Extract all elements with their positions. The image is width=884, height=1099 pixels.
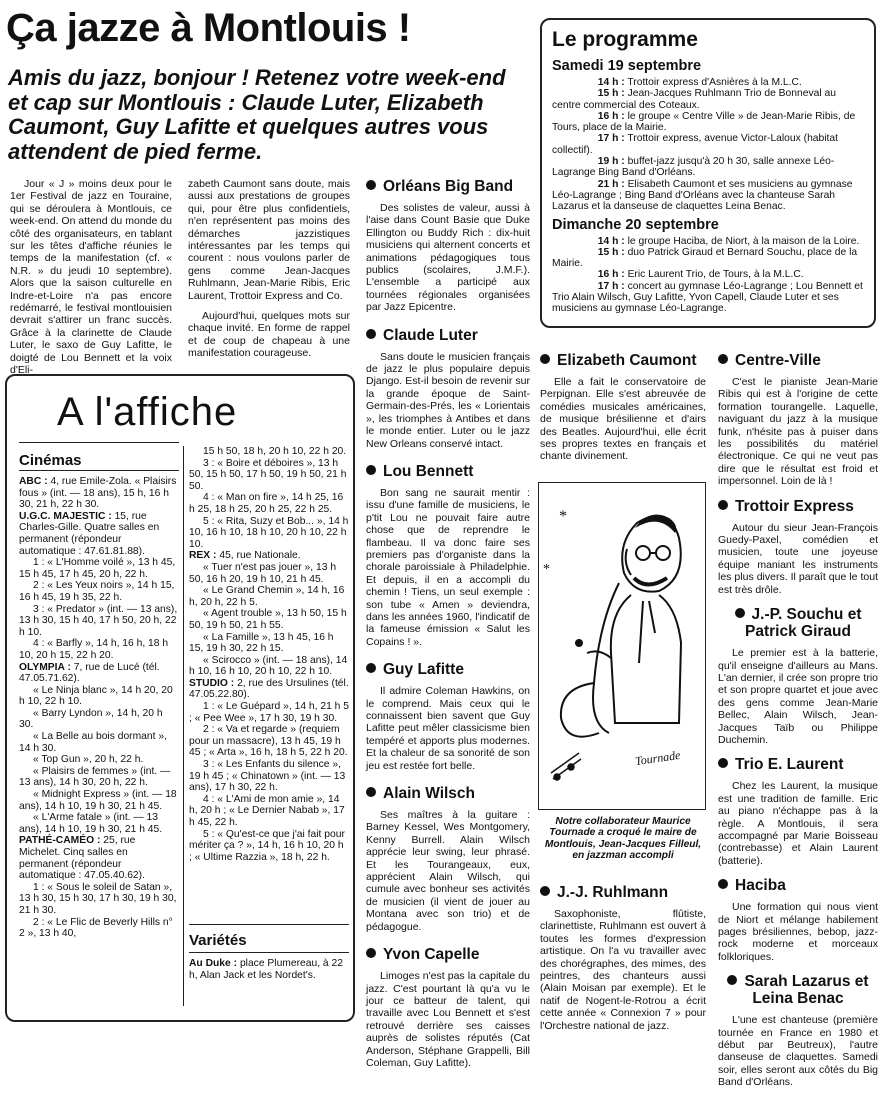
artist-text: Elle a fait le conservatoire de Perpignan. Elle s'est abreuvée de comédies musicales américaines, de musique brésilienne et d'airs des Beatles. Aujourd'hui, elle écrit ses propres textes en français et chante divinement.	[540, 376, 706, 463]
bullet-icon	[366, 787, 376, 797]
artist-heading: Sarah Lazarus et Leina Benac	[718, 973, 878, 1007]
ruhlmann-text: Saxophoniste, flûtiste, clarinettiste, Ruhlmann est ouvert à toutes les formes d'expression artistique. On l'a vu travailler avec des chorégraphes, des mimes, des peintres, des chanteurs aussi (Alain Moisan par exemple). Et le natif de Nogent-le-Rotrou a écrit cette année « Connexion 7 » pour l'Orchestre national de jazz.	[540, 908, 706, 1032]
programme-day-2: Dimanche 20 septembre	[552, 216, 719, 233]
cinema-listing: 2 : « Les Yeux noirs », 14 h 15, 16 h 45, 19 h 35, 22 h.	[19, 580, 175, 603]
headline: Ça jazze à Montlouis !	[6, 6, 411, 50]
artist-entry	[366, 178, 530, 314]
artist-entry	[718, 606, 878, 746]
programme-item: 16 h : le groupe « Centre Ville » de Jean-Marie Ribis, de Tours, place de la Mairie.	[552, 110, 856, 134]
bullet-icon	[366, 329, 376, 339]
cinemas-divider	[19, 470, 179, 471]
programme-day-1: Samedi 19 septembre	[552, 58, 702, 74]
cinema-listing: « La Belle au bois dormant », 14 h 30.	[19, 731, 167, 754]
programme-title: Le programme	[552, 28, 698, 51]
intro-col-1	[10, 178, 172, 377]
artist-text: Chez les Laurent, la musique est une tradition de famille. Eric au piano n'échappe pas à la règle. A Montlouis, il sera accompagné par Marie Boisseau (contrebasse) et Alain Laurent (batterie).	[718, 780, 878, 867]
artist-heading: Trottoir Express	[718, 498, 878, 515]
artist-text: C'est le pianiste Jean-Marie Ribis qui est à l'origine de cette formation tourangelle. Laquelle, naviguant du jazz à la musique funk, n'hésite pas à puiser dans les possibilités du matériel électronique. Ce qui ne veut pas dire que le résultat est froid et impersonnel. Loin de là !	[718, 376, 878, 488]
artist-entry	[366, 785, 530, 933]
cinemas-column-1	[19, 476, 179, 940]
cinema-listing: 3 : « Predator » (int. — 13 ans), 13 h 30, 15 h 40, 17 h 50, 20 h, 22 h 10.	[19, 603, 178, 638]
artist-heading: Lou Bennett	[366, 463, 530, 480]
programme-item: 14 h : Trottoir express d'Asnières à la M.L.C.	[597, 77, 802, 88]
cinema-listing: « Top Gun », 20 h, 22 h.	[33, 754, 144, 766]
svg-text:*: *	[559, 508, 567, 525]
cinemas-heading: Cinémas	[19, 452, 82, 469]
artist-text: Ses maîtres à la guitare : Barney Kessel, Wes Montgomery, Kenny Burrell. Alain Wilsch apprécie leur swing, leur phrasé. Et les Tourangeaux, eux, apprécient Alain Wilsch, qui cumule avec bonheur ses activités de musicien (il vient de jouer au Montana avec son trio) et de pédagogue.	[366, 809, 530, 933]
varietes-listing: Au Duke : place Plumereau, à 22 h, Alan Jack et les Nordet's.	[189, 958, 343, 981]
cinema-listing: « Plaisirs de femmes » (int. — 13 ans), 14 h 30, 20 h, 22 h.	[19, 765, 171, 789]
cinema-listing: 4 : « Man on fire », 14 h 25, 16 h 25, 18 h 25, 20 h 25, 22 h 25.	[189, 492, 344, 515]
varietes-rule	[189, 924, 349, 925]
artist-heading: J.-P. Souchu et Patrick Giraud	[718, 606, 878, 640]
artist-entry	[718, 973, 878, 1088]
cinema-listing: 2 : « Va et regarde » (requiem pour un massacre), 13 h 45, 19 h 45 ; « Arta », 16 h, 18 h 5, 22 h 20.	[189, 724, 348, 759]
cinema-listing: PATHÉ-CAMÉO : 25, rue Michelet. Cinq salles en permanent (répondeur automatique : 47.05.40.62).	[19, 835, 145, 882]
artist-heading: Centre-Ville	[718, 352, 878, 369]
cinema-listing: « L'Arme fatale » (int. — 13 ans), 14 h 10, 19 h 30, 21 h 45.	[19, 812, 163, 835]
varietes-divider	[189, 952, 349, 953]
cinema-listing: OLYMPIA : 7, rue de Lucé (tél. 47.05.71.62).	[19, 661, 160, 685]
bullet-icon	[727, 975, 737, 985]
bullet-icon	[540, 354, 550, 364]
cartoon-caption: Notre collaborateur Maurice Tournade a croqué le maire de Montlouis, Jean-Jacques Filleul, en jazzman accompli	[544, 816, 702, 861]
programme-item: 15 h : Jean-Jacques Ruhlmann Trio de Bonneval au centre commercial des Coteaux.	[552, 88, 836, 111]
bullet-icon	[366, 465, 376, 475]
cinema-listing: ABC : 4, rue Emile-Zola. « Plaisirs fous » (int. — 18 ans), 15 h, 16 h 30, 21 h, 22 h 30.	[19, 476, 177, 511]
artist-heading: Haciba	[718, 877, 878, 894]
cinema-listing: STUDIO : 2, rue des Ursulines (tél. 47.05.22.80).	[189, 677, 349, 701]
cinema-listing: 1 : « Sous le soleil de Satan », 13 h 30, 15 h 30, 17 h 30, 19 h 30, 21 h 30.	[19, 881, 177, 916]
artist-heading: Alain Wilsch	[366, 785, 530, 802]
artist-text: Limoges n'est pas la capitale du jazz. C'est pourtant là qu'a vu le jour ce batteur de talent, qui travaille avec Lou Bennett et s'est retrouvé derrière ses caisses auprès de solistes réputés (Cat Anderson, Stéphane Grappelli, Bill Coleman, Guy Lafitte).	[366, 970, 530, 1069]
programme-day-1-list	[552, 77, 866, 213]
cinema-listing: « Tuer n'est pas jouer », 13 h 50, 16 h 20, 19 h 10, 21 h 45.	[189, 561, 337, 585]
cinemas-column-2	[189, 446, 349, 863]
artist-entry	[718, 756, 878, 867]
artist-text: Bon sang ne saurait mentir : issu d'une famille de musiciens, le p'tit Lou ne pouvait faire autre chose que de reprendre le flambeau. Il va donc faire ses premiers pas d'organiste dans la chorale paroissiale à Philadelphie. Et depuis, il en a accompli du chemin ! Tiens, un seul exemple : son tube « Amen » deviendra, dans les années 1960, l'indicatif de la fameuse émission « Salut les Copains ! ».	[366, 486, 530, 648]
artist-heading: Claude Luter	[366, 327, 530, 344]
cinema-listing: 4 : « Barfly », 14 h, 16 h, 18 h 10, 20 h 15, 22 h 20.	[19, 638, 169, 661]
cinema-listing: 5 : « Rita, Suzy et Bob... », 14 h 10, 16 h 10, 18 h 10, 20 h 10, 22 h 10.	[189, 515, 349, 550]
column-rule	[183, 446, 184, 1006]
cinema-listing: 4 : « L'Ami de mon amie », 14 h, 20 h ; « Le Dernier Nabab », 17 h 45, 22 h.	[189, 793, 345, 828]
bullet-icon	[718, 758, 728, 768]
cartoon-illustration	[538, 482, 706, 810]
artist-text: Sans doute le musicien français de jazz le plus populaire depuis Django. Est-il besoin de revenir sur la grande époque de Saint-Germain-des-Prés, les « Lorientais », les triomphes à Antibes et dans le monde entier. Luter ou le jazz New Orleans conservé intact.	[366, 350, 530, 450]
intro-text-3: Aujourd'hui, quelques mots sur chaque invité. En forme de rappel et de coup de chapeau à une manifestation courageuse.	[188, 310, 350, 360]
bullet-icon	[735, 608, 745, 618]
artist-heading: Yvon Capelle	[366, 946, 530, 963]
artists-right-column-1	[540, 352, 706, 473]
bullet-icon	[540, 886, 550, 896]
artist-heading: Elizabeth Caumont	[540, 352, 706, 369]
cinema-listing: 2 : « Le Flic de Beverly Hills n° 2 », 13 h 40,	[19, 916, 173, 940]
affiche-box	[5, 374, 355, 1022]
cinema-listing: 1 : « Le Guépard », 14 h, 21 h 5 ; « Pee Wee », 17 h 30, 19 h 30.	[189, 701, 349, 724]
bullet-icon	[718, 879, 728, 889]
cinema-listing: « Le Grand Chemin », 14 h, 16 h, 20 h, 22 h 5.	[189, 585, 345, 608]
artists-middle-column	[366, 178, 530, 1082]
artist-entry	[366, 327, 530, 450]
bullet-icon	[366, 180, 376, 190]
intro-col-2	[188, 178, 350, 360]
ruhlmann-section	[540, 884, 706, 1032]
cinema-listing: « Le Ninja blanc », 14 h 20, 20 h 10, 22 h 10.	[19, 684, 173, 708]
programme-box	[540, 18, 876, 328]
artist-entry	[366, 661, 530, 772]
artist-text: L'une est chanteuse (première tournée en France en 1980 et début par Beutreux), l'autre danseuse de claquettes. Samedi soir, elles seront aux côtés du Big Band d'Orléans.	[718, 1014, 878, 1089]
programme-item: 17 h : concert au gymnase Léo-Lagrange ; Lou Bennett et Trio Alain Wilsch, Guy Lafitte, Yvon Capell, Claude Luter et ses musiciens au gymnase Léo-Lagrange.	[552, 280, 863, 315]
artist-entry	[718, 498, 878, 596]
programme-item: 16 h : Eric Laurent Trio, de Tours, à la M.L.C.	[597, 269, 804, 281]
cinema-listing: 1 : « L'Homme voilé », 13 h 45, 15 h 45, 17 h 45, 20 h, 22 h.	[19, 557, 176, 580]
programme-item: 14 h : le groupe Haciba, de Niort, à la maison de la Loire.	[597, 235, 860, 247]
bullet-icon	[366, 663, 376, 673]
programme-item: 17 h : Trottoir express, avenue Victor-Laloux (habitat collectif).	[552, 133, 838, 156]
cinema-listing: « Agent trouble », 13 h 50, 15 h 50, 19 h 50, 21 h 55.	[189, 608, 347, 631]
cartoon-signature: Tournade	[634, 747, 682, 769]
bullet-icon	[718, 500, 728, 510]
artist-heading: Guy Lafitte	[366, 661, 530, 678]
cinema-listing: 3 : « Les Enfants du silence », 19 h 45 ; « Chinatown » (int. — 13 ans), 17 h 30, 22 h.	[189, 759, 346, 794]
intro-text-2: zabeth Caumont sans doute, mais aussi aux prestations de groupes qui, pour être plus confidentiels, n'en représentent pas moins des démarches jazzistiques intéressantes par les temps qui courent : nous voulons parler de gens comme Jean-Jacques Ruhlmann, Jean-Marie Ribis, Eric Laurent, Trottoir Express and Co.	[188, 178, 350, 302]
cinema-listing: 15 h 50, 18 h, 20 h 10, 22 h 20.	[203, 446, 347, 457]
bullet-icon	[366, 948, 376, 958]
cinema-listing: « Barry Lyndon », 14 h, 20 h 30.	[19, 707, 163, 731]
artist-text: Il admire Coleman Hawkins, on le comprend. Mais ceux qui le connaissent bien savent que Guy Lafitte peut mêler classicisme bien tempéré et apports plus modernes. Et la chaleur de sa sonorité de son jeu est restée fort belle.	[366, 685, 530, 772]
bullet-icon	[718, 354, 728, 364]
programme-item: 19 h : buffet-jazz jusqu'à 20 h 30, salle annexe Léo-Lagrange Bing Band d'Orléans.	[552, 156, 835, 179]
artist-text: Le premier est à la batterie, qu'il enseigne d'ailleurs au Mans. L'an dernier, il crée son propre trio et son propre quartet et joue avec des gens comme Jean-Marie Bellec, Alain Wilsch, Jean-Jacques Taïb ou Philippe Duchemin.	[718, 647, 878, 746]
cinema-listing: « Scirocco » (int. — 18 ans), 14 h 10, 16 h 10, 20 h 10, 22 h 10.	[189, 654, 348, 678]
cinema-listing: « La Famille », 13 h 45, 16 h 15, 19 h 30, 22 h 15.	[189, 631, 334, 655]
artist-entry	[540, 352, 706, 463]
cinema-listing: « Midnight Express » (int. — 18 ans), 14 h 10, 19 h 30, 21 h 45.	[19, 789, 177, 812]
intro-text-1: Jour « J » moins deux pour le 1er Festival de jazz en Touraine, qui se déroulera à Montlouis, ce week-end. On attend du monde du côté des organisateurs, en tablant sur les têtes d'affiche réunies le temps de la manifestation (cf. « N.R. » du jeudi 10 septembre). Alors que la saison culturelle en Indre-et-Loire n'a pas encore redémarré, le festival montlouisien devrait s'attirer un franc succès. Grâce à la clarinette de Claude Luter, le saxo de Guy Lafitte, le doigté de Lou Bennett et la voix d'Eli-	[10, 178, 172, 377]
cinema-listing: REX : 45, rue Nationale.	[189, 550, 301, 562]
affiche-title: A l'affiche	[57, 390, 238, 434]
artist-entry	[366, 463, 530, 648]
artist-text: Autour du sieur Jean-François Guedy-Paxel, comédien et musicien, toute une joyeuse équipe maniant les instruments les plus divers. Il paraît que le tout est très drôle.	[718, 521, 878, 596]
artists-right-column-2	[718, 352, 878, 1099]
cinema-listing: 5 : « Qu'est-ce que j'ai fait pour mériter ça ? », 14 h, 16 h 10, 20 h ; « Ultime Razzia », 18 h, 22 h.	[189, 828, 345, 863]
programme-item: 15 h : duo Patrick Giraud et Bernard Souchu, place de la Mairie.	[552, 246, 858, 270]
programme-day-2-list	[552, 236, 866, 315]
affiche-divider	[19, 442, 179, 443]
ruhlmann-heading: J.-J. Ruhlmann	[540, 884, 706, 901]
cinema-listing: U.G.C. MAJESTIC : 15, rue Charles-Gille. Quatre salles en permanent (répondeur automatique : 47.61.81.88).	[19, 510, 160, 557]
artist-heading: Orléans Big Band	[366, 178, 530, 195]
cinema-listing: 3 : « Boire et déboires », 13 h 50, 15 h 50, 17 h 50, 19 h 50, 21 h 50.	[189, 457, 347, 492]
artist-entry	[366, 946, 530, 1069]
programme-item: 21 h : Elisabeth Caumont et ses musiciens au gymnase Léo-Lagrange ; Bing Band d'Orléans avec la chanteuse Sarah Lazarus et la danseuse de claquettes Leina Benac.	[552, 178, 853, 213]
artist-entry	[718, 352, 878, 488]
varietes-heading: Variétés	[189, 932, 247, 949]
artist-entry	[718, 877, 878, 963]
artist-text: Des solistes de valeur, aussi à l'aise dans Count Basie que Duke Ellington ou Buddy Rich : dix-huit musiciens qui alternent concerts et animations pédagogiques tous publics (scolaires, J.M.F.). L'ensemble a participé aux tournées régionales organisées par Jazz Epicentre.	[366, 202, 530, 314]
lead-paragraph: Amis du jazz, bonjour ! Retenez votre week-end et cap sur Montlouis : Claude Luter, Elizabeth Caumont, Guy Lafitte et quelques autres vous attendent de pied ferme.	[8, 65, 506, 164]
artist-text: Une formation qui nous vient de Niort et mélange habilement pages brésiliennes, bebop, jazz-rock moderne et morceaux folkloriques.	[718, 901, 878, 963]
svg-text:*: *	[543, 562, 550, 577]
artist-heading: Trio E. Laurent	[718, 756, 878, 773]
